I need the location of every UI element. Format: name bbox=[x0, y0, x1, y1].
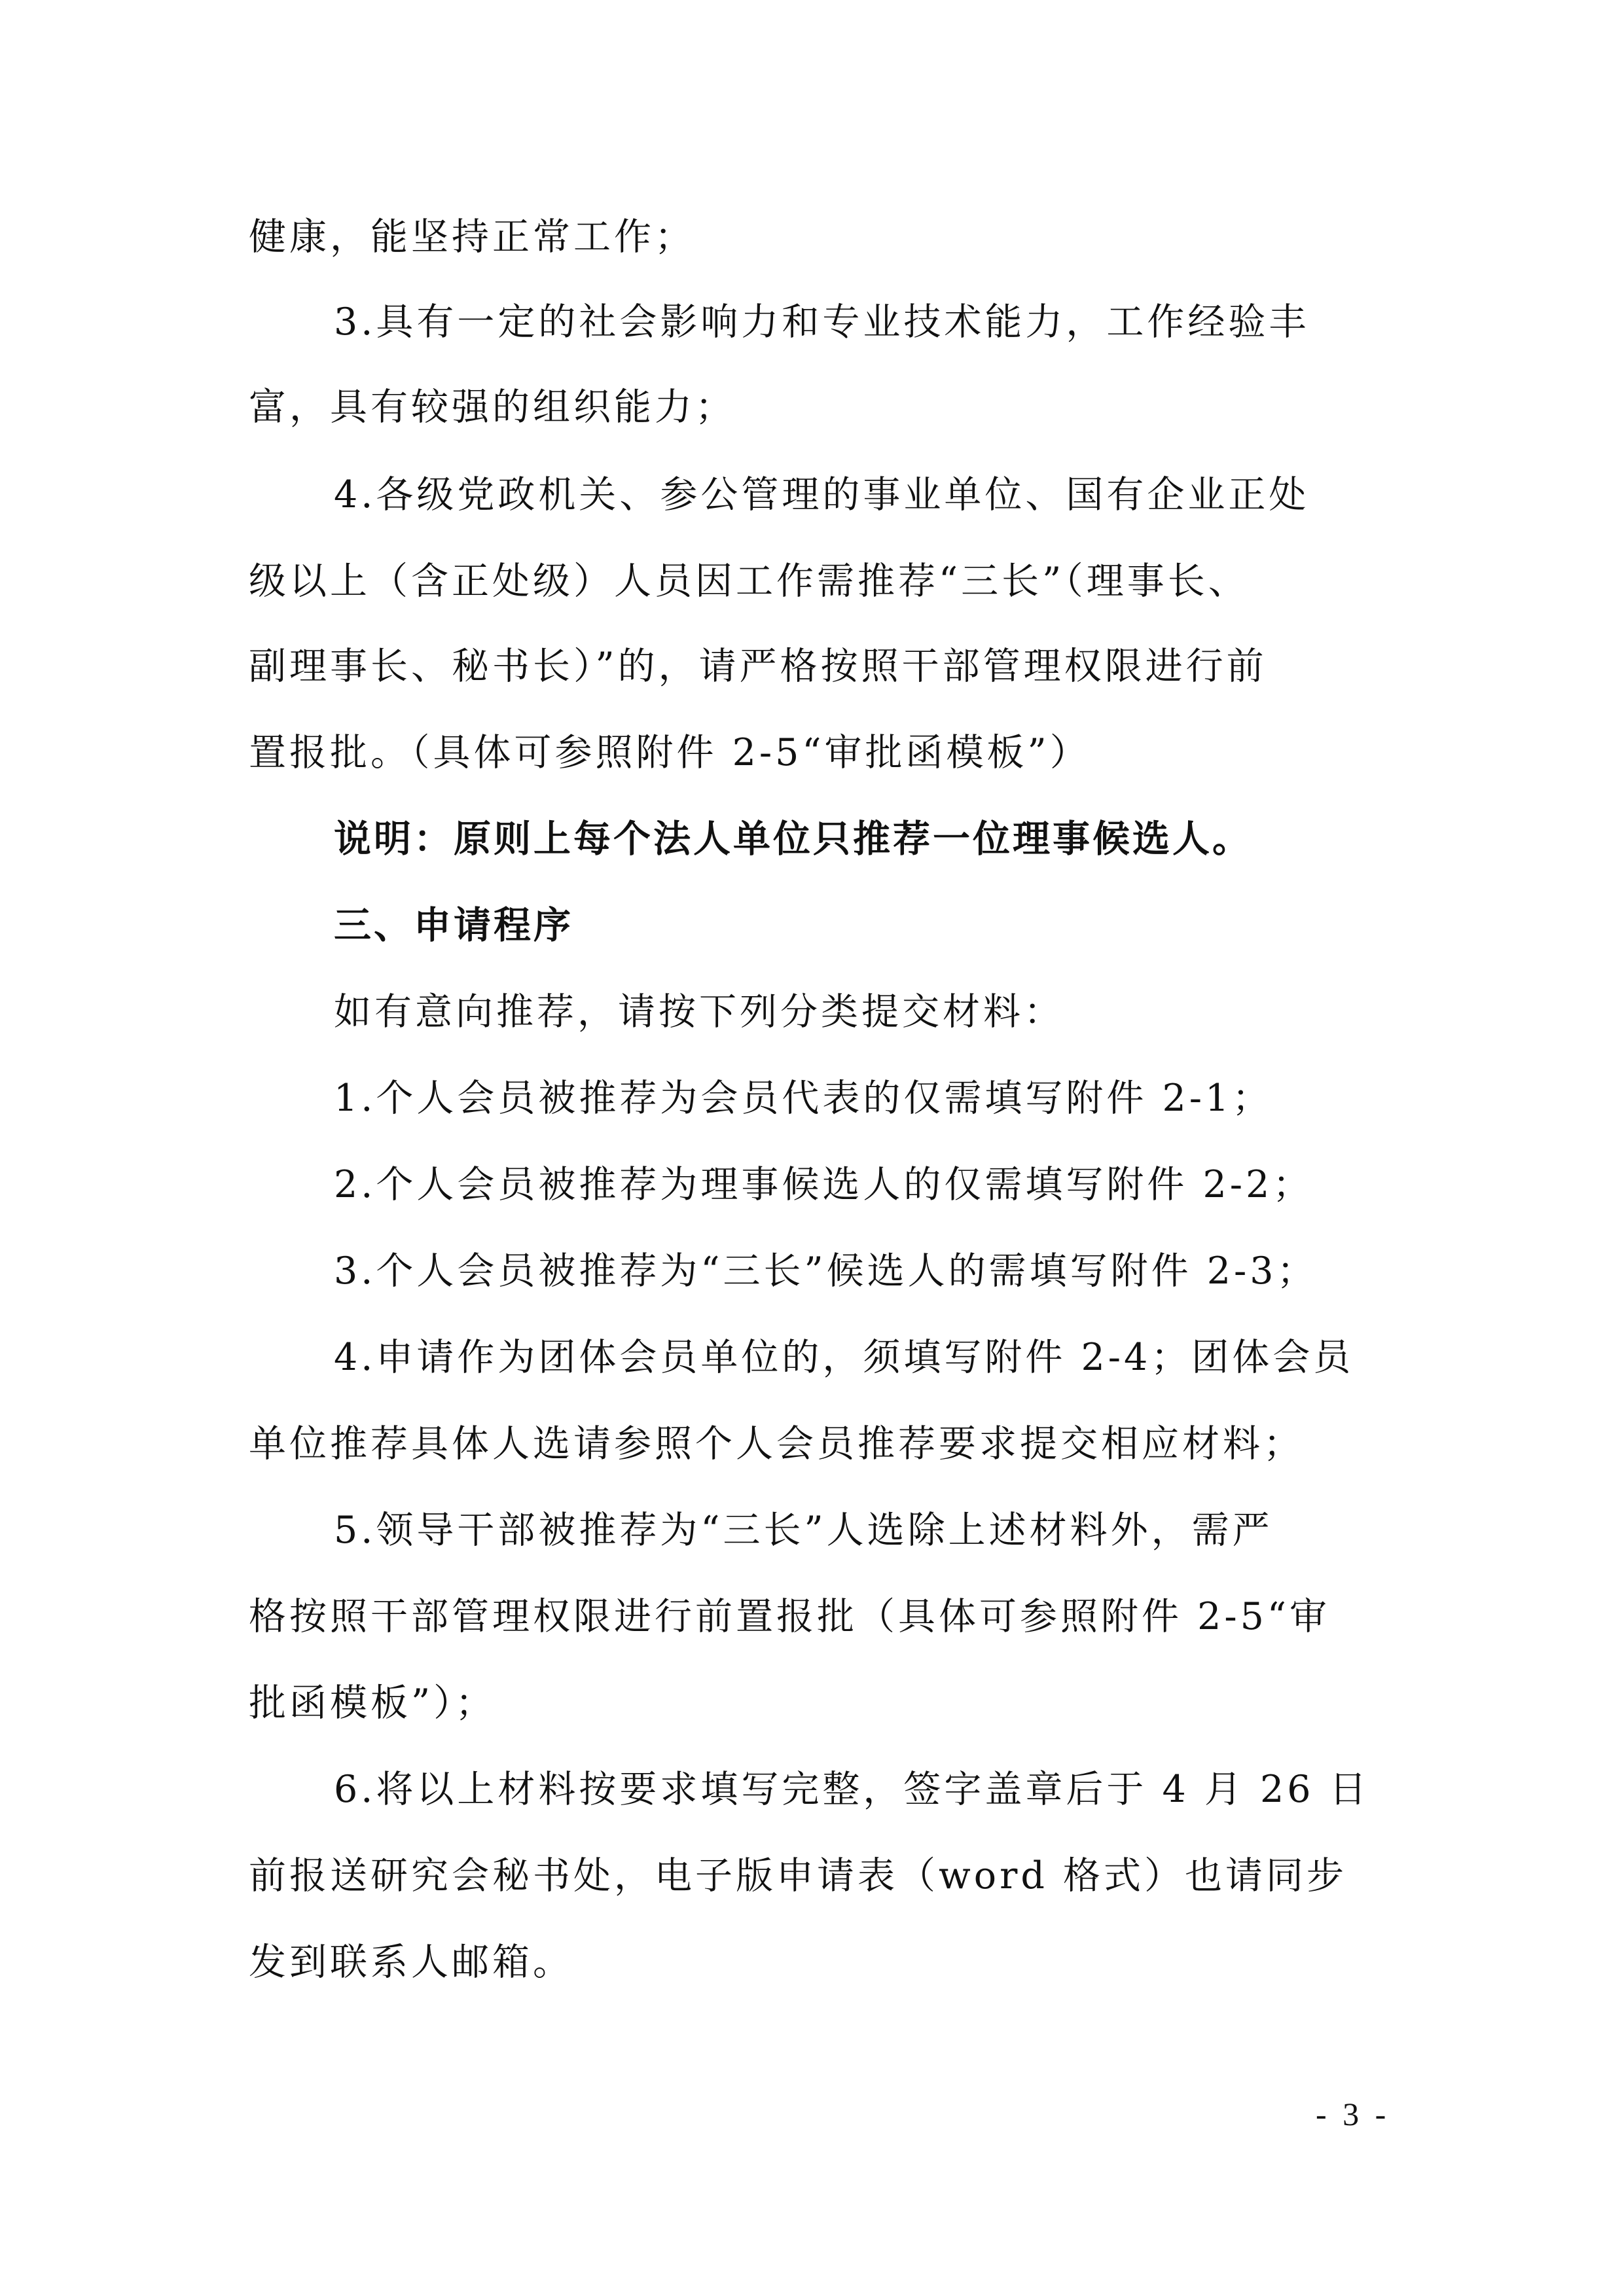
text-line-20: 前报送研究会秘书处，电子版申请表（word 格式）也请同步 bbox=[249, 1854, 1347, 1897]
text-line-12: 2.个人会员被推荐为理事候选人的仅需填写附件 2-2； bbox=[334, 1163, 1314, 1206]
text-line-14: 4.申请作为团体会员单位的，须填写附件 2-4；团体会员 bbox=[334, 1336, 1354, 1379]
text-line-16: 5.领导干部被推荐为“三长”人选除上述材料外，需严 bbox=[334, 1509, 1273, 1552]
text-line-19: 6.将以上材料按要求填写完整，签字盖章后于 4 月 26 日 bbox=[334, 1768, 1370, 1811]
section-heading: 三、申请程序 bbox=[334, 904, 573, 947]
text-line-5: 级以上（含正处级）人员因工作需推荐“三长”（理事长、 bbox=[249, 560, 1249, 603]
text-line-3: 富，具有较强的组织能力； bbox=[249, 386, 736, 429]
text-line-10: 如有意向推荐，请按下列分类提交材料： bbox=[334, 990, 1064, 1033]
text-line-4: 4.各级党政机关、参公管理的事业单位、国有企业正处 bbox=[334, 473, 1310, 516]
text-line-1: 健康，能坚持正常工作； bbox=[249, 215, 695, 259]
text-line-18: 批函模板”）； bbox=[249, 1681, 496, 1725]
page-number: - 3 - bbox=[1316, 2096, 1390, 2132]
text-line-7: 置报批。（具体可参照附件 2-5“审批函模板”） bbox=[249, 731, 1091, 774]
text-line-13: 3.个人会员被推荐为“三长”候选人的需填写附件 2-3； bbox=[334, 1249, 1318, 1293]
text-line-11: 1.个人会员被推荐为会员代表的仅需填写附件 2-1； bbox=[334, 1077, 1273, 1120]
text-line-6: 副理事长、秘书长）”的，请严格按照干部管理权限进行前 bbox=[249, 645, 1267, 688]
text-line-15: 单位推荐具体人选请参照个人会员推荐要求提交相应材料； bbox=[249, 1422, 1304, 1465]
text-line-17: 格按照干部管理权限进行前置报批（具体可参照附件 2-5“审 bbox=[249, 1595, 1331, 1638]
text-line-21: 发到联系人邮箱。 bbox=[249, 1941, 573, 1984]
note-text: 说明：原则上每个法人单位只推荐一位理事候选人。 bbox=[334, 817, 1252, 861]
text-line-2: 3.具有一定的社会影响力和专业技术能力，工作经验丰 bbox=[334, 300, 1310, 344]
